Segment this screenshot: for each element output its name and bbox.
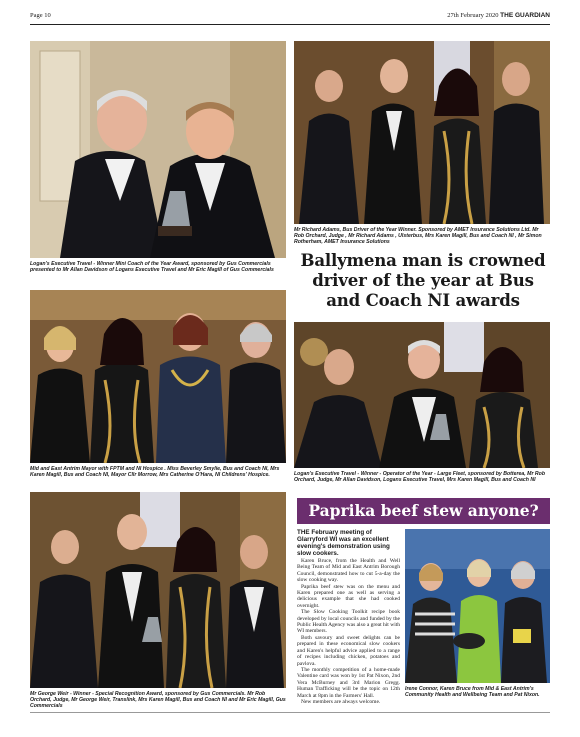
caption-large-fleet: Logan's Executive Travel - Winner - Operator of the Year - Large Fleet, sponsored by Botterea, Mr Rob Orchard, Judge, Mr Allan Davidson, Logans Executive Travel, Mrs Karen Magill, Bus and Coach NI [294,471,546,484]
issue-info [447,12,550,19]
caption-bus-driver: Mr Richard Adams, Bus Driver of the Year Winner. Sponsored by AMET Insurance Solutions Ltd. Mr Rob Orchard, Judge , Mr Richard Adams , Ulsterbus, Mrs Karen Magill, Bus and Coach NI , Mr Simon Rotherham, AMET Insurance Solutions [294,227,542,246]
wi-article-banner: Paprika beef stew anyone? [297,498,550,524]
caption-wi-photo: Irene Connor, Karen Bruce from Mid & East Antrim's Community Health and Wellbeing Team and Pat Nixon. [405,686,540,699]
caption-mayor: Mid and East Antrim Mayor with FPTM and NI Hospice . Miss Beverley Smylie, Bus and Coach NI, Mrs Karen Magill, Bus and Coach NI, Mayor Cllr Morrow, Mrs Catherine O'Hara, NI Childrens' Hospice. [30,466,280,479]
issue-date: 27th February 2020 [447,12,499,19]
page-number: Page 10 [30,12,51,19]
header-rule [30,24,550,25]
wi-article-lead: THE February meeting of Glarryford WI was an excellent evening's demonstration using slow cookers. [297,529,390,557]
main-headline: Ballymena man is crowned driver of the year at Bus and Coach NI awards [300,250,546,310]
wi-article-paragraph: New members are always welcome. [301,698,381,705]
wi-article-paragraph: Paprika beef stew was on the menu and Karen prepared one as well as serving a delicious example that she had cooked overnight. [297,583,400,609]
wi-article-paragraph: The monthly competition of a home-made Valentine card was won by 1st Pat Nixon, 2nd Vera McBurney and 3rd Marion Gregg. Human Trafficking will be the topic on 12th March at 8pm in the Farmers' Hall. [297,666,400,699]
photo-large-fleet-award [294,322,550,468]
caption-mini-coach: Logan's Executive Travel - Winner Mini Coach of the Year Award, sponsored by Gus Commercials presented to Mr Allan Davidson of Logans Executive Travel and Mr Eric Magill of Gus Commercials [30,261,274,274]
photo-mayor-group [30,290,286,463]
photo-special-recognition-award [30,492,286,688]
wi-article-body [297,529,400,707]
wi-article-paragraph: Karen Bruce, from the Health and Well Being Team of Mid and East Antrim Borough Council, demonstrated how to cut 5-a-day the slow cooking way. [297,558,400,584]
wi-article-paragraph: The Slow Cooking Toolkit recipe book developed by local councils and funded by the Public Health Agency was also a great hit with WI members. [297,609,400,635]
photo-mini-coach-award [30,41,286,258]
caption-special-award: Mr George Weir - Winner - Special Recognition Award, sponsored by Gus Commercials. Mr Rob Orchard, Judge, Mr George Weir, Translink, Mrs Karen Magill, Bus and Coach NI and Mr Eric Magill, Gus Commercials [30,691,286,710]
page-header [30,10,550,24]
photo-wi-demonstration [405,529,550,683]
photo-bus-driver-award [294,41,550,224]
wi-article-paragraph: Both savoury and sweet delights can be prepared in these economical slow cookers and Karen's helpful advice applied to a range of recipes including chicken, potatoes and pavlova. [297,634,400,667]
footer-rule [30,712,550,713]
paper-name: THE GUARDIAN [500,12,550,19]
